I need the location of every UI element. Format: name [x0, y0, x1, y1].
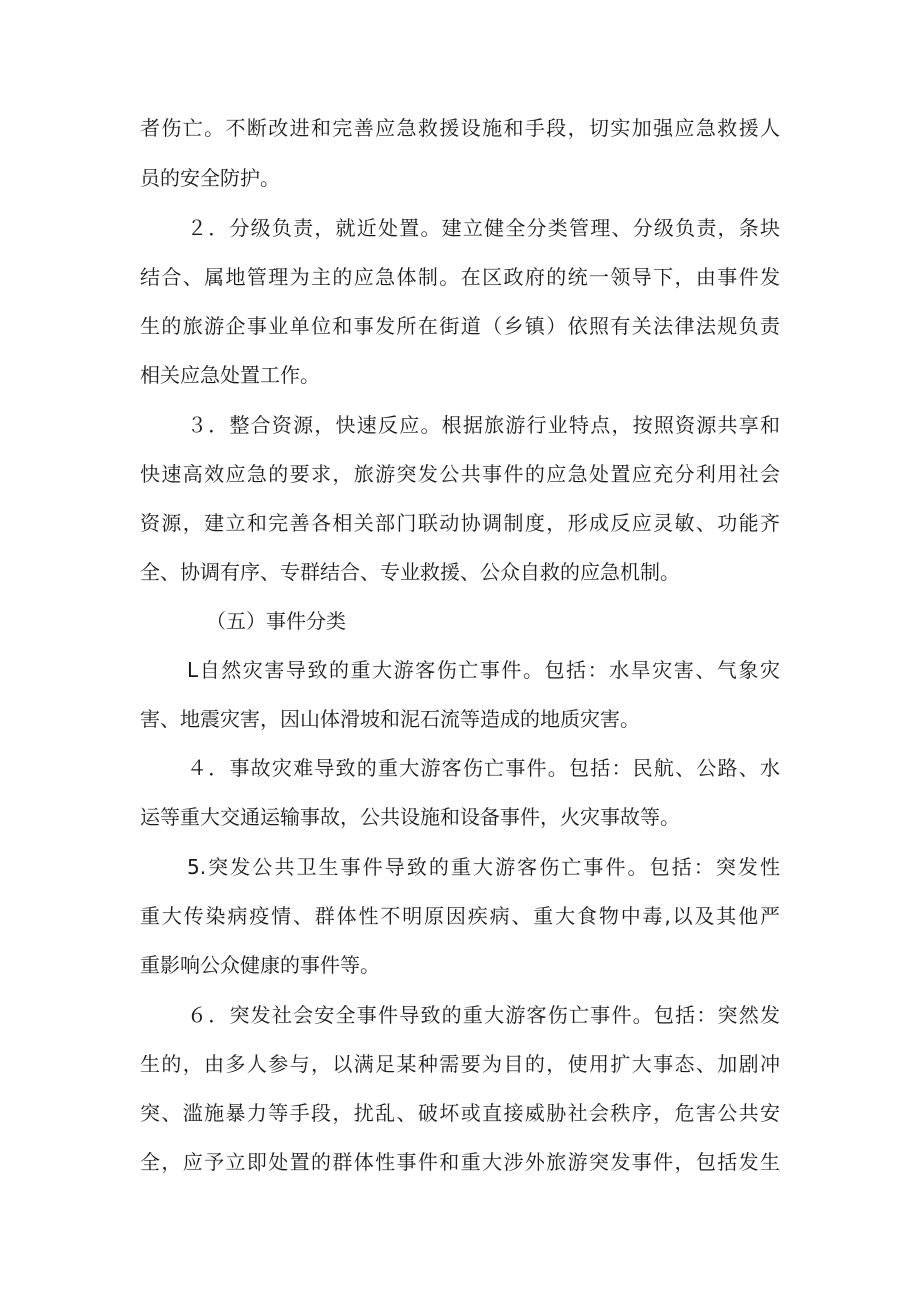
- text-line: 运等重大交通运输事故，公共设施和设备事件，火灾事故等。: [140, 805, 680, 829]
- text-line: 者伤亡。不断改进和完善应急救援设施和手段，切实加强应急救援人: [140, 116, 780, 140]
- text-line: 结合、属地管理为主的应急体制。在区政府的统一领导下，由事件发: [140, 265, 780, 289]
- text-line: ３．整合资源，快速反应。根据旅游行业特点，按照资源共享和: [187, 413, 780, 437]
- text-line: 相关应急处置工作。: [140, 363, 320, 387]
- text-line: 全、协调有序、专群结合、专业救援、公众自救的应急机制。: [140, 560, 680, 584]
- text-line: 重大传染病疫情、群体性不明原因疾病、重大食物中毒,以及其他严: [140, 904, 780, 928]
- text-line: ２．分级负责，就近处置。建立健全分类管理、分级负责，条块: [187, 216, 780, 240]
- section-heading: （五）事件分类: [206, 609, 346, 633]
- text-line: 突、滥施暴力等手段，扰乱、破坏或直接威胁社会秩序，危害公共安: [140, 1101, 780, 1125]
- text-line: 生的旅游企事业单位和事发所在街道（乡镇）依照有关法律法规负责: [140, 314, 780, 338]
- text-line: 员的安全防护。: [140, 166, 280, 190]
- text-line: 全，应予立即处置的群体性事件和重大涉外旅游突发事件，包括发生: [140, 1150, 780, 1174]
- text-line: 重影响公众健康的事件等。: [140, 953, 380, 977]
- text-line: 快速高效应急的要求，旅游突发公共事件的应急处置应充分利用社会: [140, 462, 780, 486]
- text-line: 资源，建立和完善各相关部门联动协调制度，形成反应灵敏、功能齐: [140, 511, 780, 535]
- text-line: 害、地震灾害，因山体滑坡和泥石流等造成的地质灾害。: [140, 707, 640, 731]
- text-line: L自然灾害导致的重大游客伤亡事件。包括：水旱灾害、气象灾: [187, 658, 780, 682]
- text-line: 5.突发公共卫生事件导致的重大游客伤亡事件。包括：突发性: [187, 855, 780, 879]
- text-line: ４．事故灾难导致的重大游客伤亡事件。包括：民航、公路、水: [187, 756, 780, 780]
- text-line: ６．突发社会安全事件导致的重大游客伤亡事件。包括：突然发: [187, 1003, 780, 1027]
- text-line: 生的，由多人参与，以满足某种需要为目的，使用扩大事态、加剧冲: [140, 1052, 780, 1076]
